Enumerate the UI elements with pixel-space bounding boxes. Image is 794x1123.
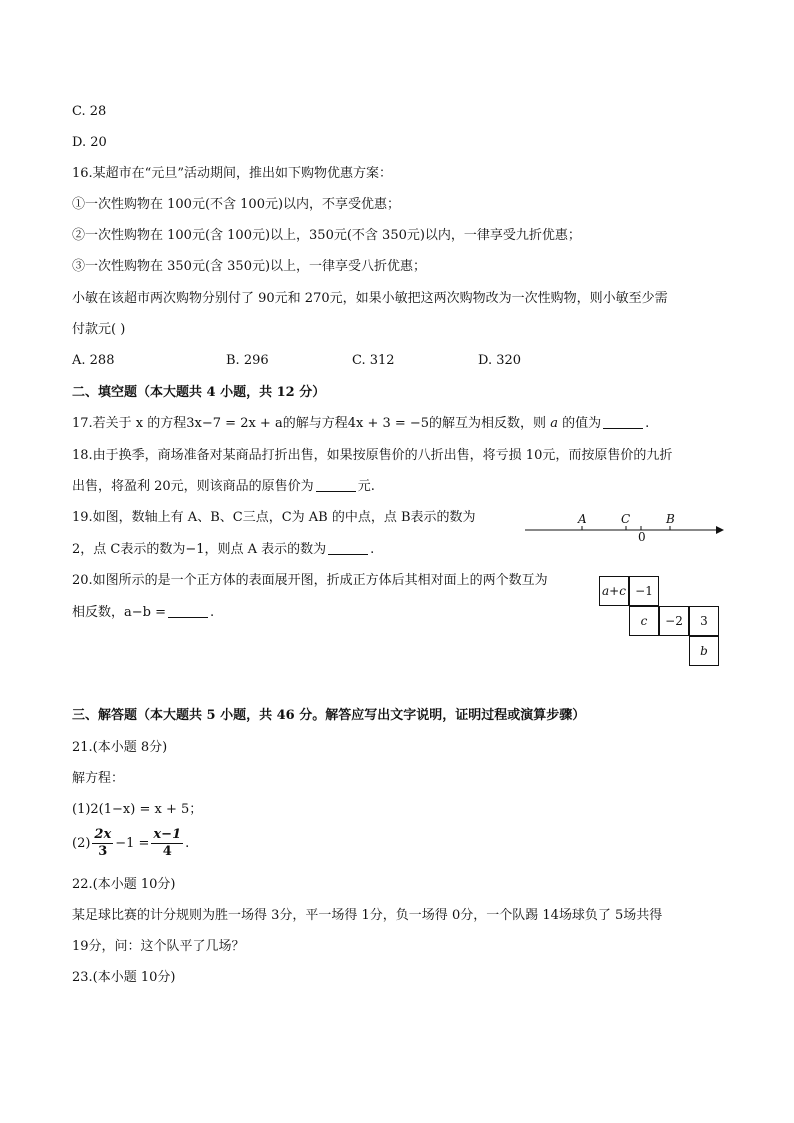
cube-face-a-plus-c: a+c	[599, 576, 629, 606]
point-c-label: C	[621, 512, 631, 526]
q16-option-c: C. 312	[352, 353, 395, 368]
q17-var: a	[550, 416, 558, 431]
q17-end: .	[645, 416, 650, 431]
q21-eq2-frac2: $\frac{x-1}{4}$	[153, 827, 182, 859]
q22-title: 22.(本小题 10分)	[72, 877, 176, 892]
option-d-q15: D. 20	[72, 135, 107, 150]
q16-rule-3: ③一次性购物在 350元(含 350元)以上，一律享受八折优惠；	[72, 259, 427, 274]
q17-answer-blank[interactable]	[603, 416, 643, 429]
q21-eq2	[72, 827, 189, 860]
q16-rule-1: ①一次性购物在 100元(不含 100元)以内，不享受优惠；	[72, 197, 401, 212]
q18-line2-after: 元.	[357, 479, 375, 494]
q19-answer-blank[interactable]	[328, 542, 368, 555]
option-c-q15: C. 28	[72, 104, 107, 119]
zero-label: 0	[638, 530, 646, 544]
section-3-heading: 三、解答题（本大题共 5 小题，共 46 分。解答应写出文字说明，证明过程或演算步骤）	[72, 708, 586, 723]
q21-eq2-end: .	[185, 836, 190, 851]
q20-answer-blank[interactable]	[168, 605, 208, 618]
cube-face-3: 3	[689, 606, 719, 636]
q16-question-line1: 小敏在该超市两次购物分别付了 90元和 270元，如果小敏把这两次购物改为一次性购物，则小敏至少需	[72, 291, 668, 306]
q21-instruction: 解方程：	[72, 771, 125, 786]
q21-eq2-prefix: (2)	[72, 836, 91, 851]
cube-face-b: b	[689, 636, 719, 666]
section-2-heading: 二、填空题（本大题共 4 小题，共 12 分）	[72, 385, 326, 400]
q16-option-b: B. 296	[226, 353, 269, 368]
cube-face-minus-1: −1	[629, 576, 659, 606]
point-b-label: B	[666, 512, 675, 526]
q17-text-before: 17.若关于 x 的方程3x−7 = 2x + a的解与方程4x + 3 = −5的解互为相反数，则	[72, 416, 551, 431]
q18-answer-blank[interactable]	[316, 479, 356, 492]
q19-line1: 19.如图，数轴上有 A、B、C三点，C为 AB 的中点，点 B表示的数为	[72, 510, 476, 525]
q20-line2-after: .	[210, 605, 215, 620]
q16-option-d: D. 320	[478, 353, 522, 368]
q20-line2	[72, 605, 214, 621]
point-a-label: A	[578, 512, 587, 526]
cube-face-c: c	[629, 606, 659, 636]
q19-line2-before: 2，点 C表示的数为−1，则点 A 表示的数为	[72, 542, 327, 557]
q23-title: 23.(本小题 10分)	[72, 970, 176, 985]
q18-line2	[72, 479, 375, 495]
q21-title: 21.(本小题 8分)	[72, 740, 168, 755]
q16-rule-2: ②一次性购物在 100元(含 100元)以上，350元(不含 350元)以内，一律享受九折优惠；	[72, 228, 581, 243]
q18-line2-before: 出售，将盈利 20元，则该商品的原售价为	[72, 479, 314, 494]
cube-face-minus-2: −2	[659, 606, 689, 636]
q17-text-after: 的值为	[557, 416, 602, 431]
q19-line2	[72, 542, 374, 558]
q21-eq2-mid: −1 =	[115, 836, 150, 851]
q20-line1: 20.如图所示的是一个正方体的表面展开图，折成正方体后其相对面上的两个数互为	[72, 573, 548, 588]
q16-stem: 16.某超市在“元旦”活动期间，推出如下购物优惠方案：	[72, 166, 392, 181]
q22-line2: 19分，问：这个队平了几场？	[72, 939, 245, 954]
number-line-figure	[520, 508, 725, 548]
q21-eq1: (1)2(1−x) = x + 5；	[72, 802, 203, 817]
cube-net-figure	[599, 576, 720, 667]
q16-option-a: A. 288	[72, 353, 115, 368]
q16-question-line2: 付款元( )	[72, 322, 126, 337]
q21-eq2-frac1: $\frac{2x}{3}$	[94, 827, 112, 859]
q19-line2-after: .	[370, 542, 375, 557]
q18-line1: 18.由于换季，商场准备对某商品打折出售，如果按原售价的八折出售，将亏损 10元，而按原售价的九折	[72, 448, 673, 463]
q22-line1: 某足球比赛的计分规则为胜一场得 3分，平一场得 1分，负一场得 0分，一个队踢 14场球负了 5场共得	[72, 908, 663, 923]
q17	[72, 416, 649, 432]
q20-line2-before: 相反数，a−b =	[72, 605, 166, 620]
